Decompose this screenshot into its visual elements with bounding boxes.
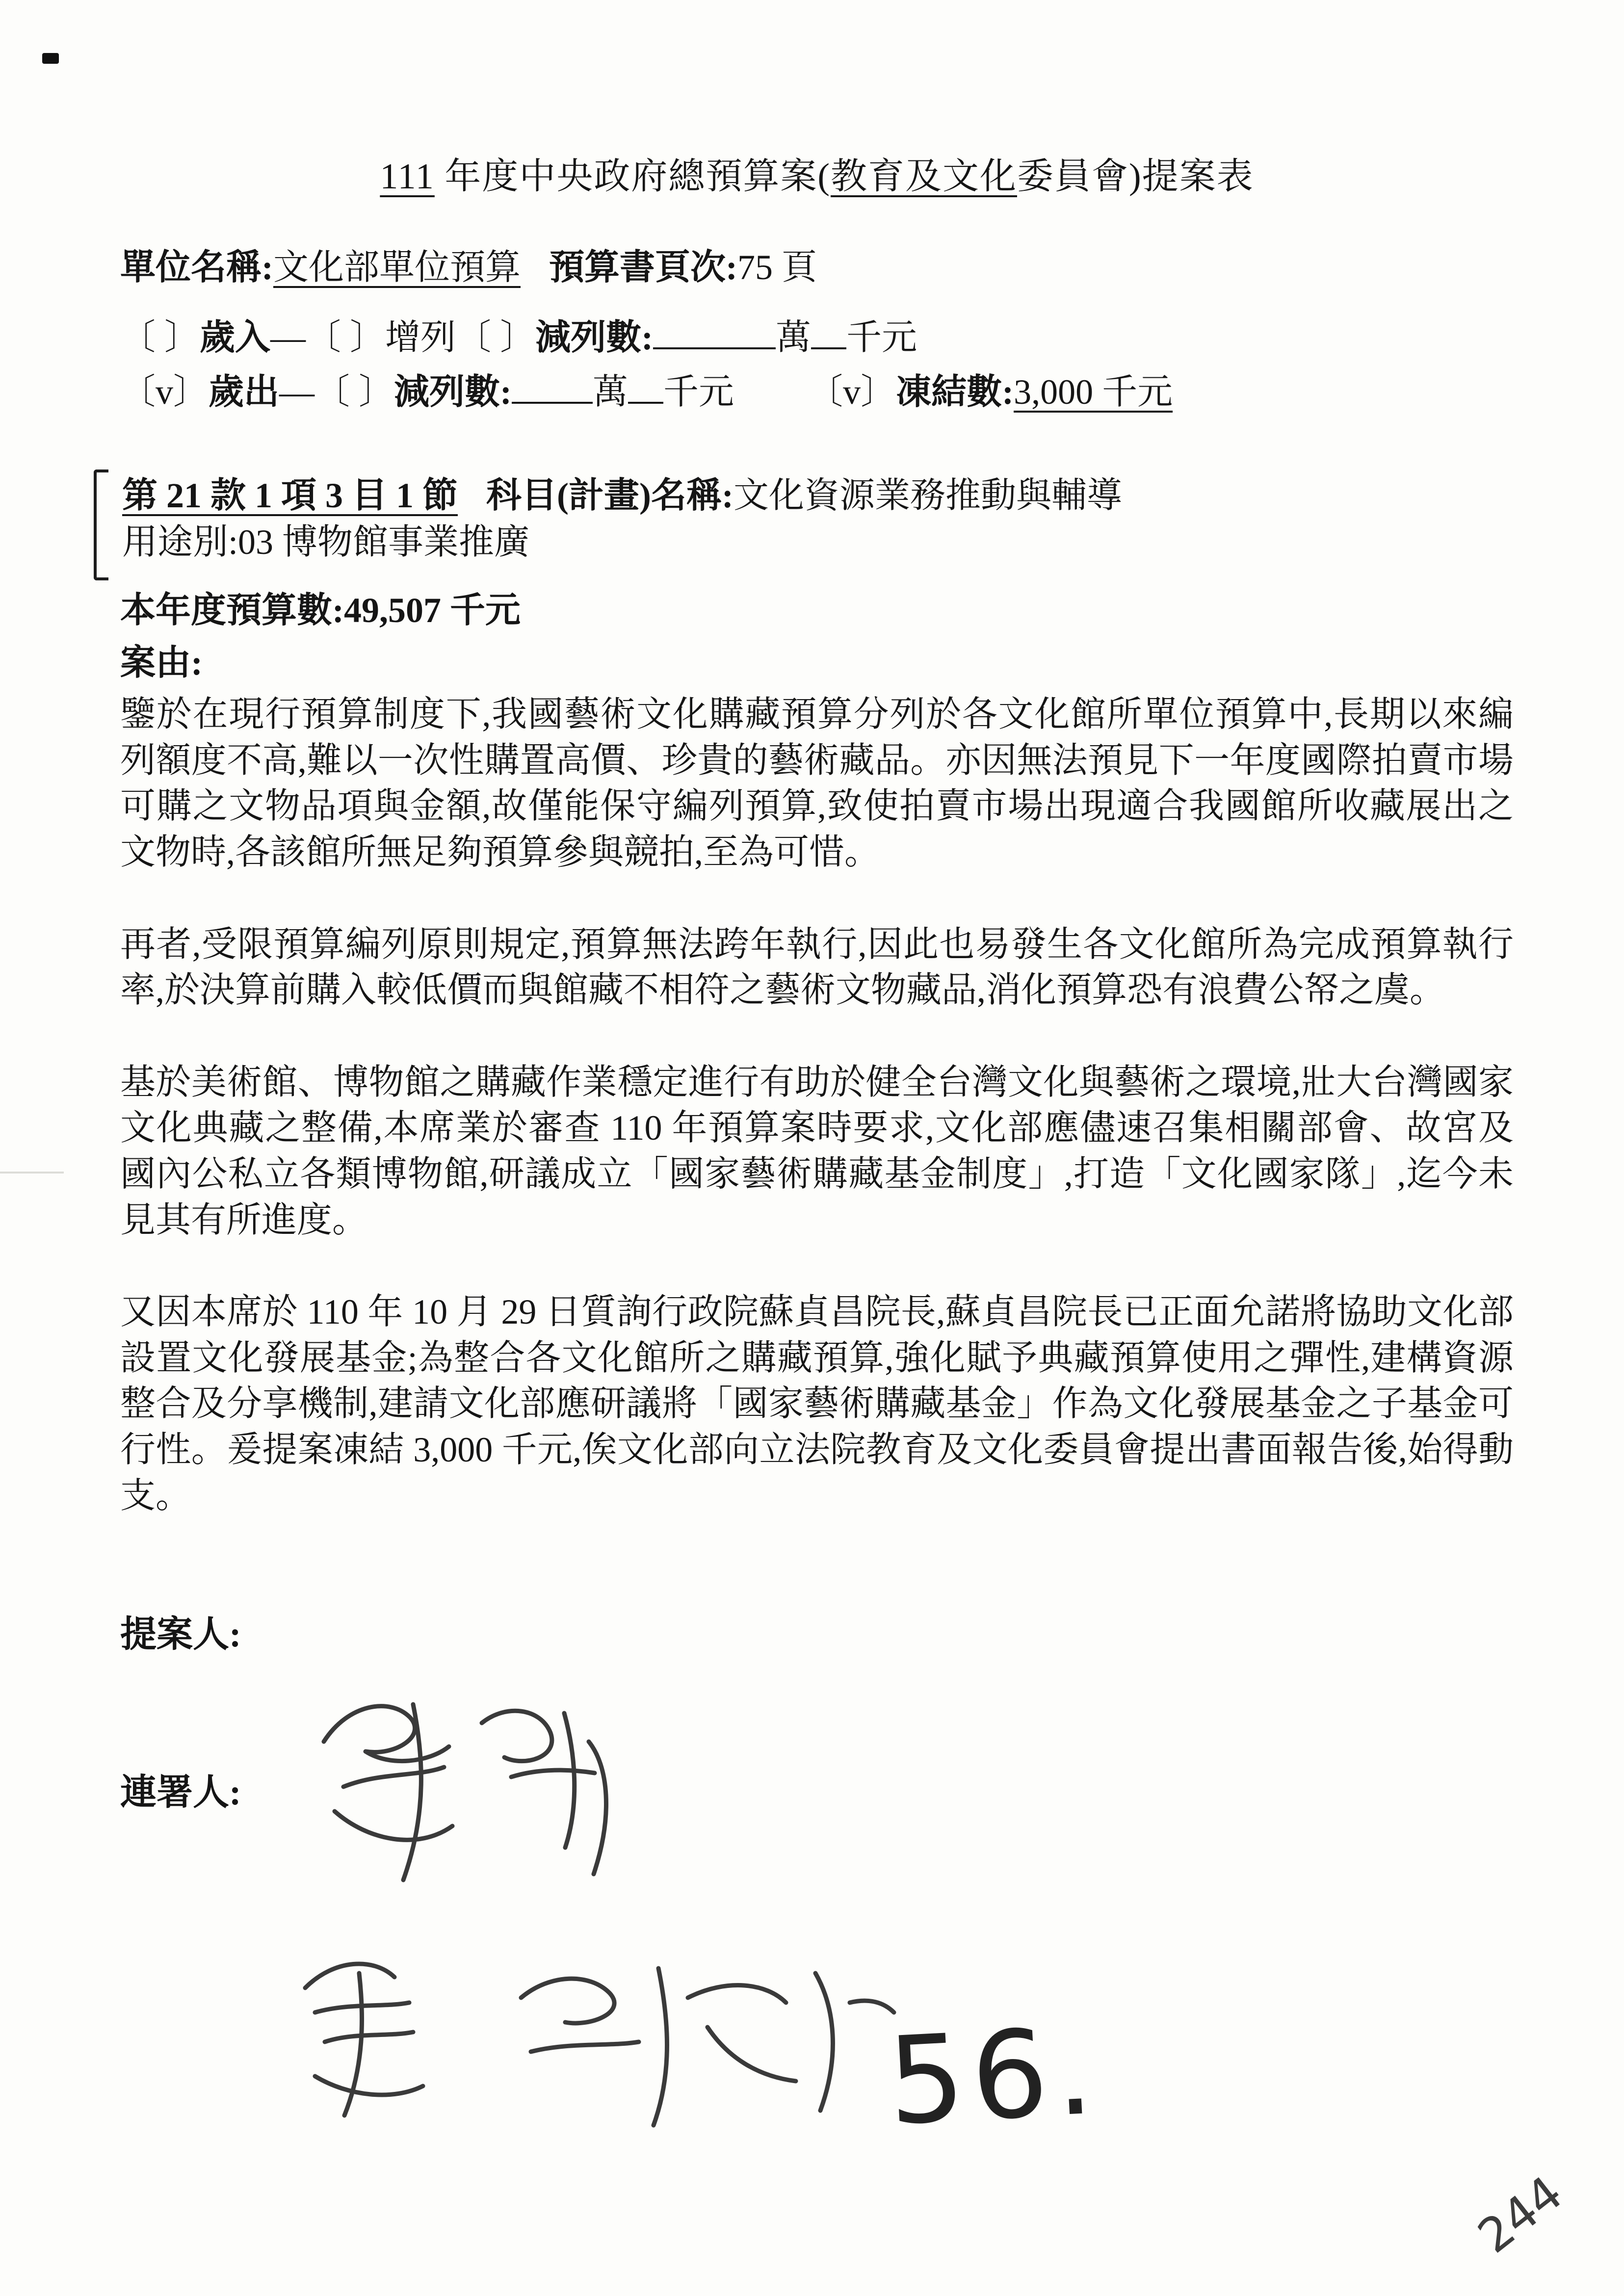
bracket-icon <box>94 470 108 580</box>
dash: — <box>279 372 315 412</box>
case-paragraph-1: 鑒於在現行預算制度下,我國藝術文化購藏預算分列於各文化館所單位預算中,長期以來編列額度不高,難以一次性購置高價、珍貴的藝術藏品。亦因無法預見下一年度國際拍賣市場可購之文物品項與金額,故僅能保守編列預算,致使拍賣市場出現適合我國館所收藏展出之文物時,各該館所無足夠預算參與競拍,至為可惜。 <box>120 695 1514 872</box>
proposer-signature <box>289 1683 643 1899</box>
clause-number: 第 21 款 1 項 3 目 1 節 <box>122 476 458 516</box>
scan-streak <box>0 1172 64 1174</box>
cut-label: 減列數: <box>394 372 512 412</box>
case-paragraph-4: 又因本席於 110 年 10 月 29 日質詢行政院蘇貞昌院長,蘇貞昌院長已正面允諾將協助文化部設置文化發展基金;為整合各文化館所之購藏預算,強化賦予典藏預算使用之彈性,建構資源整合及分享機制,建請文化部應研議將「國家藝術購藏基金」作為文化發展基金之子基金可行性。爰提案凍結 3,000 千元,俟文化部向立法院教育及文化委員會提出書面報告後,始得動支。 <box>120 1292 1514 1515</box>
unit-name-line <box>120 244 1514 291</box>
blank-cut-qian <box>628 370 663 404</box>
dash: — <box>270 318 306 358</box>
handwritten-page-number: 56. <box>884 2001 1103 2152</box>
usage-line: 用途別:03 博物館事業推廣 <box>122 522 530 562</box>
freeze-label: 凍結數: <box>896 372 1014 412</box>
budget-page-value: 75 頁 <box>737 248 817 287</box>
blank-cut-wan <box>512 370 593 404</box>
checkbox-expenditure-checked: 〔v〕 <box>120 372 209 412</box>
title-year: 111 <box>380 157 435 197</box>
title-committee: 教育及文化 <box>831 157 1017 197</box>
checkbox-revenue: 〔 〕 <box>120 318 200 358</box>
checkbox-decrease: 〔 〕 <box>456 318 536 358</box>
blank-amount-qian <box>811 315 846 349</box>
document-title <box>120 147 1514 199</box>
unit-name-value: 文化部單位預算 <box>273 248 521 287</box>
annual-budget-value: 49,507 千元 <box>343 591 521 630</box>
revenue-line <box>120 314 1514 361</box>
title-main: 年度中央政府總預算案( <box>434 157 831 197</box>
blank-amount-wan <box>653 315 776 349</box>
document-content <box>120 147 1514 1817</box>
case-heading: 案由: <box>120 643 203 683</box>
subject-block <box>122 472 1514 566</box>
expenditure-line <box>120 369 1514 416</box>
budget-page-label: 預算書頁次: <box>549 248 737 287</box>
expenditure-label: 歲出 <box>209 372 280 412</box>
case-paragraph-3: 基於美術館、博物館之購藏作業穩定進行有助於健全台灣文化與藝術之環境,壯大台灣國家文化典藏之整備,本席業於審查 110 年預算案時要求,文化部應儘速召集相關部會、故宮及國內公私立各類博物館,研議成立「國家藝術購藏基金制度」,打造「文化國家隊」,迄今未見其有所進度。 <box>120 1062 1514 1240</box>
freeze-value: 3,000 千元 <box>1014 372 1173 412</box>
subject-value: 文化資源業務推動與輔導 <box>733 476 1122 516</box>
title-suffix: 委員會)提案表 <box>1017 157 1254 197</box>
checkbox-increase: 〔 〕 <box>306 318 386 358</box>
increase-label: 增列 <box>385 318 456 358</box>
handwritten-corner-number: 244 <box>1467 2165 1573 2264</box>
cosigner-label: 連署人: <box>120 1772 241 1813</box>
unit-name-label: 單位名稱: <box>120 248 273 287</box>
checkbox-freeze-checked: 〔v〕 <box>808 372 896 412</box>
cosigner-signature <box>285 1928 913 2159</box>
annual-budget-label: 本年度預算數: <box>120 591 344 630</box>
subject-label: 科目(計畫)名稱: <box>486 476 733 516</box>
annual-budget-line <box>120 587 1514 634</box>
checkbox-cut: 〔 〕 <box>314 372 394 412</box>
scan-artifact-mark <box>42 53 59 64</box>
unit-qian: 千元 <box>663 372 734 412</box>
unit-wan: 萬 <box>593 372 629 412</box>
unit-wan: 萬 <box>776 318 812 358</box>
clause-line <box>122 472 1514 519</box>
revenue-label: 歲入 <box>200 318 271 358</box>
decrease-label: 減列數: <box>535 318 654 358</box>
unit-qian: 千元 <box>846 318 917 358</box>
case-paragraph-2: 再者,受限預算編列原則規定,預算無法跨年執行,因此也易發生各文化館所為完成預算執行率,於決算前購入較低價而與館藏不相符之藝術文物藏品,消化預算恐有浪費公帑之虞。 <box>120 924 1514 1010</box>
proposer-label: 提案人: <box>120 1615 241 1655</box>
